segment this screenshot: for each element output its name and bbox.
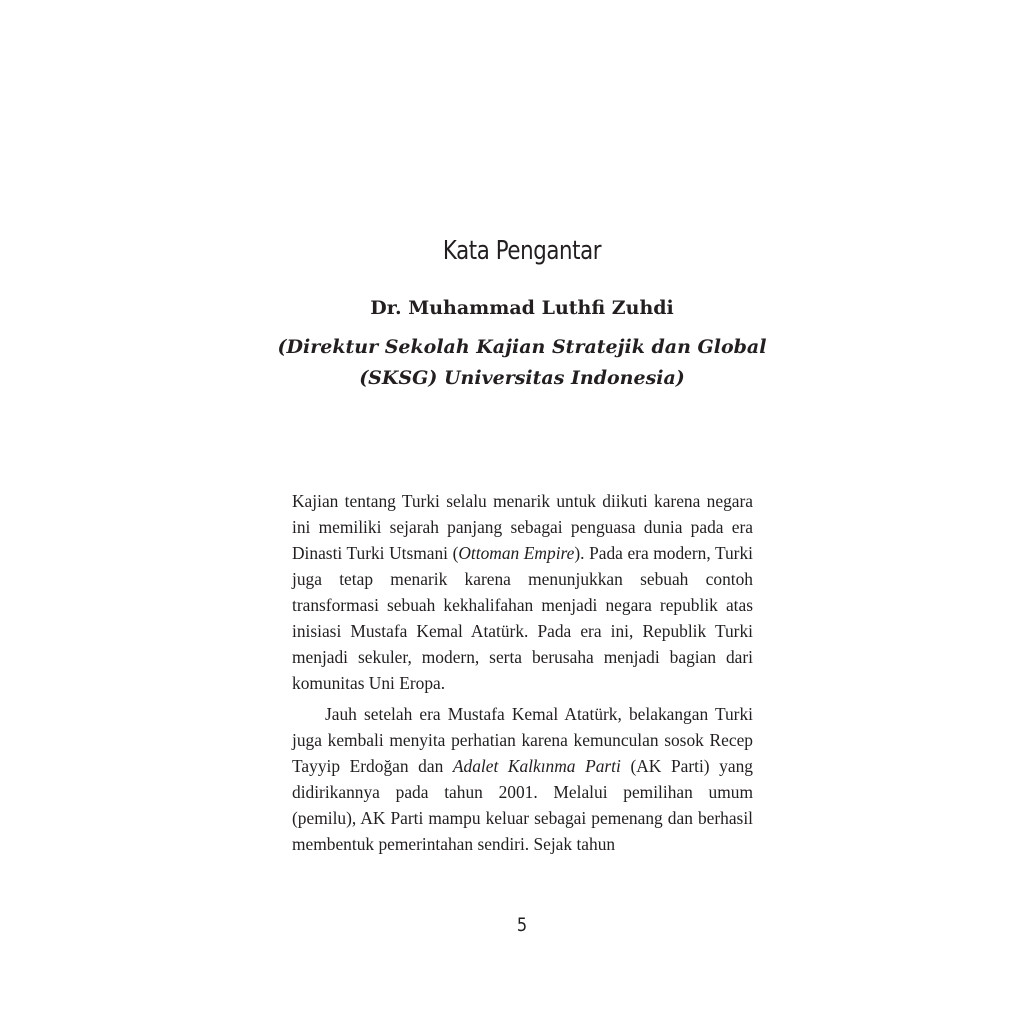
author-name: Dr. Muhammad Luthfi Zuhdi xyxy=(370,297,674,319)
paragraph-1 xyxy=(292,488,753,696)
affiliation-line-1: (Direktur Sekolah Kajian Stratejik dan Global xyxy=(277,336,767,358)
author-affiliation xyxy=(0,332,1024,394)
page-number: 5 xyxy=(516,914,528,936)
paragraph-2-text-b: (AK Parti) yang didirikannya pada tahun 2001. Melalui pemilihan umum (pemilu), AK Parti mampu keluar sebagai pemenang dan berhasil membentuk pemerintahan sendiri. Sejak tahun xyxy=(292,756,753,854)
paragraph-1-text-a: Kajian tentang Turki selalu menarik untuk diikuti karena negara ini memiliki sejarah panjang sebagai penguasa dunia pada era Dinasti Turki Utsmani ( xyxy=(292,491,753,563)
paragraph-1-text-b: ). Pada era modern, Turki juga tetap menarik karena menunjukkan sebuah contoh transformasi sebuah kekhalifahan menjadi negara republik atas inisiasi Mustafa Kemal Atatürk. Pada era ini, Republik Turki menjadi sekuler, modern, serta berusaha menjadi bagian dari komunitas Uni Eropa. xyxy=(292,543,754,693)
body-text xyxy=(292,488,753,857)
chapter-title: Kata Pengantar xyxy=(442,236,602,266)
paragraph-2 xyxy=(292,701,753,857)
paragraph-1-italic: Ottoman Empire xyxy=(458,543,575,563)
paragraph-2-italic: Adalet Kalkınma Parti xyxy=(452,756,621,776)
paragraph-2-text-a: Jauh setelah era Mustafa Kemal Atatürk, belakangan Turki juga kembali menyita perhatian karena kemunculan sosok Recep Tayyip Erdoğan dan xyxy=(292,704,753,776)
affiliation-line-2: (SKSG) Universitas Indonesia) xyxy=(359,367,685,389)
